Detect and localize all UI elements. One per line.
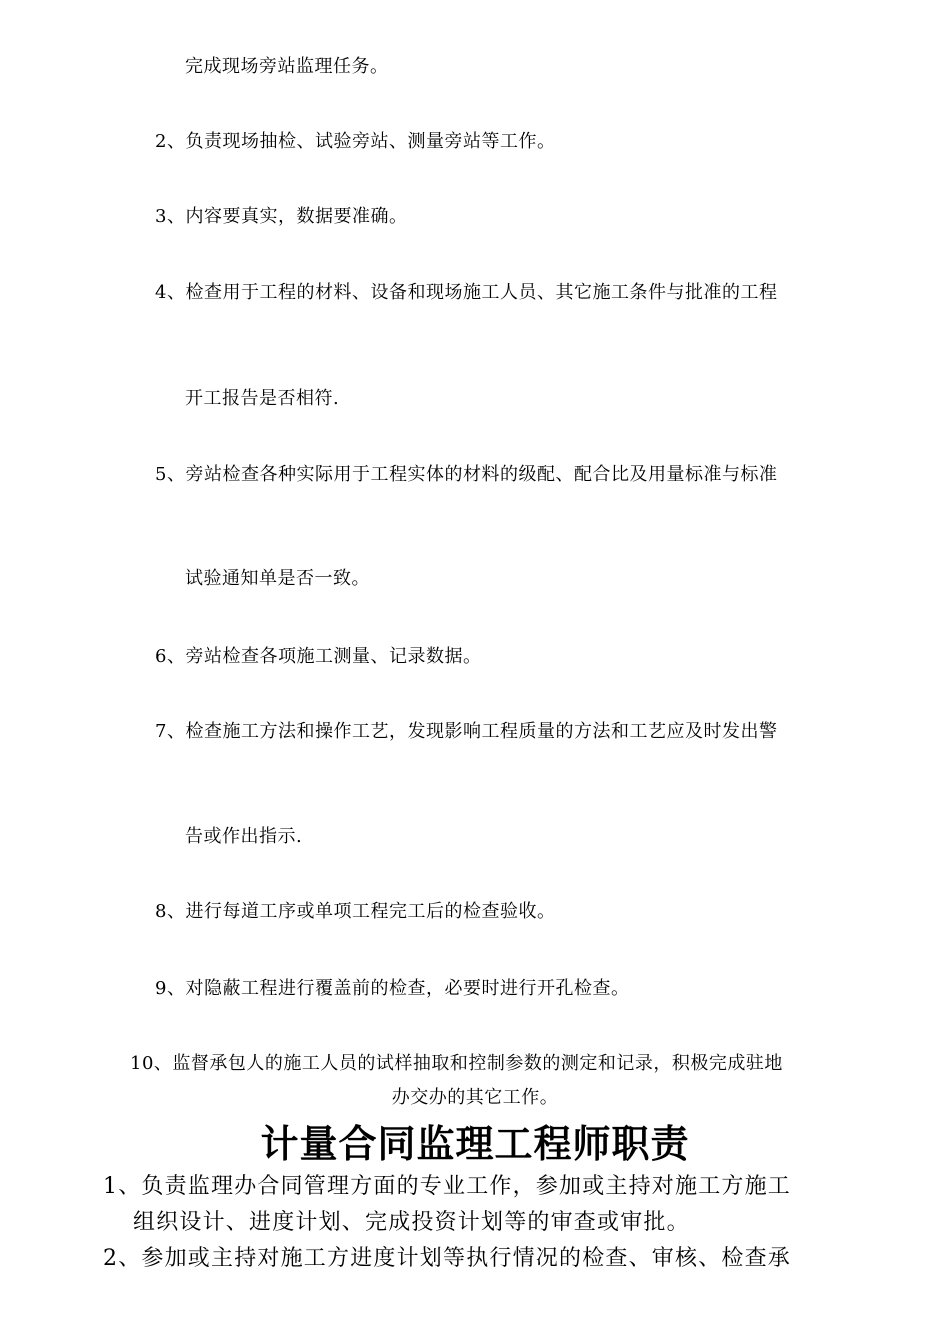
item-5: 5、旁站检查各种实际用于工程实体的材料的级配、配合比及用量标准与标准: [155, 464, 778, 485]
item-7-continuation: 告或作出指示.: [185, 826, 303, 847]
item-4: 4、检查用于工程的材料、设备和现场施工人员、其它施工条件与批准的工程: [155, 282, 778, 303]
item-7: 7、检查施工方法和操作工艺，发现影响工程质量的方法和工艺应及时发出警: [155, 721, 778, 742]
section2-item-1: 1、负责监理办合同管理方面的专业工作，参加或主持对施工方施工: [103, 1174, 791, 1199]
item-10: 10、监督承包人的施工人员的试样抽取和控制参数的测定和记录，积极完成驻地: [130, 1053, 783, 1074]
item-4-continuation: 开工报告是否相符.: [185, 388, 340, 409]
item-3: 3、内容要真实，数据要准确。: [155, 206, 408, 227]
section-heading: 计量合同监理工程师职责: [260, 1122, 690, 1166]
item-6: 6、旁站检查各项施工测量、记录数据。: [155, 646, 482, 667]
item-10-continuation: 办交办的其它工作。: [391, 1087, 559, 1108]
item-8: 8、进行每道工序或单项工程完工后的检查验收。: [155, 901, 556, 922]
text-line-1: 完成现场旁站监理任务。: [185, 56, 389, 77]
section2-item-2: 2、参加或主持对施工方进度计划等执行情况的检查、审核、检查承: [103, 1246, 791, 1271]
item-5-continuation: 试验通知单是否一致。: [185, 568, 370, 589]
section2-item-1-continuation: 组织设计、进度计划、完成投资计划等的审查或审批。: [133, 1210, 690, 1235]
item-9: 9、对隐蔽工程进行覆盖前的检查，必要时进行开孔检查。: [155, 978, 630, 999]
item-2: 2、负责现场抽检、试验旁站、测量旁站等工作。: [155, 131, 556, 152]
